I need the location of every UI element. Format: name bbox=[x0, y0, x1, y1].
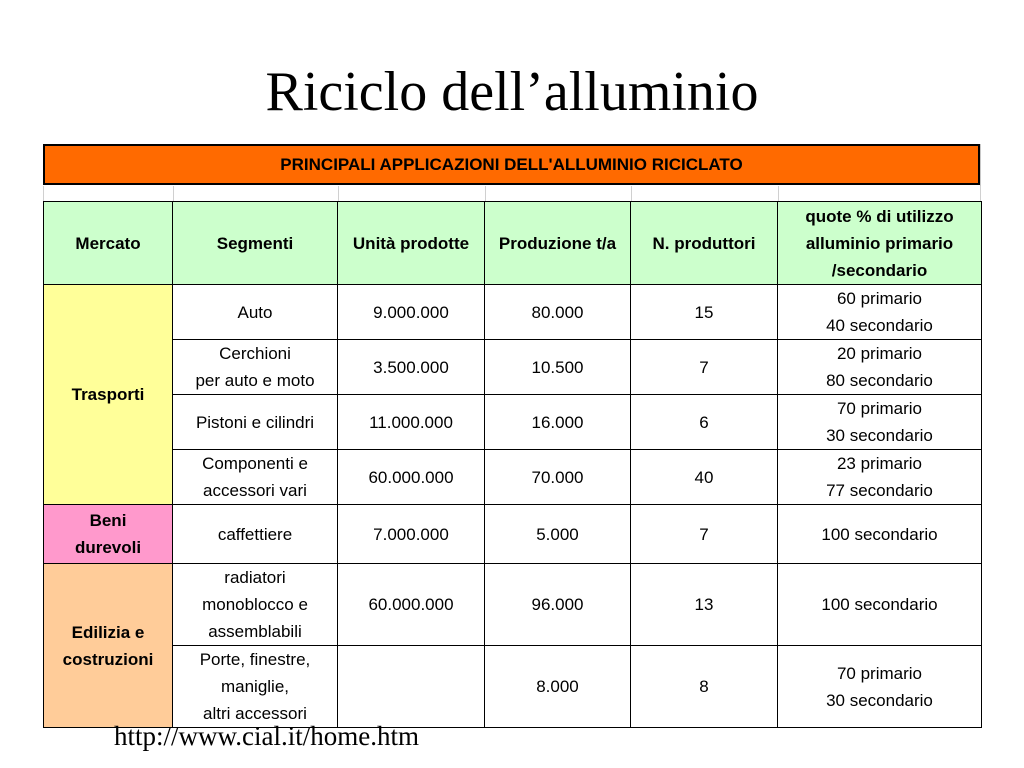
market-line: Beni bbox=[89, 511, 127, 530]
quota-line: 100 secondario bbox=[821, 595, 938, 614]
table-row bbox=[44, 285, 982, 340]
table-row bbox=[44, 564, 982, 646]
table-row bbox=[44, 340, 982, 395]
source-url: http://www.cial.it/home.htm bbox=[114, 721, 419, 751]
production-cell: 70.000 bbox=[485, 450, 631, 505]
table-row bbox=[44, 450, 982, 505]
banner-row bbox=[43, 144, 981, 189]
quota-line: 40 secondario bbox=[826, 316, 933, 335]
segment-cell bbox=[173, 340, 338, 395]
production-cell: 8.000 bbox=[485, 646, 631, 728]
segment-line: Pistoni e cilindri bbox=[195, 412, 315, 432]
slide-title: Riciclo dell’alluminio bbox=[265, 61, 759, 123]
units-cell: 9.000.000 bbox=[338, 285, 485, 340]
producers-cell: 7 bbox=[631, 505, 778, 564]
header-segmenti: Segmenti bbox=[173, 202, 338, 285]
header-produzione-line: t/a bbox=[596, 233, 617, 253]
table-row bbox=[44, 505, 982, 564]
producers-cell: 8 bbox=[631, 646, 778, 728]
segment-cell bbox=[173, 505, 338, 564]
market-line: durevoli bbox=[74, 538, 142, 557]
market-line: costruzioni bbox=[62, 649, 154, 669]
segment-line: altri accessori bbox=[203, 704, 307, 723]
producers-cell: 40 bbox=[631, 450, 778, 505]
header-unita-line: prodotte bbox=[400, 233, 470, 253]
segment-line: Cerchioni bbox=[219, 344, 291, 363]
quota-line: 60 primario bbox=[836, 289, 923, 308]
quota-line: 20 primario bbox=[836, 344, 923, 363]
quota-line: 80 secondario bbox=[826, 371, 933, 390]
quota-line: 70 primario bbox=[836, 663, 923, 683]
quota-cell bbox=[778, 285, 982, 340]
header-quote-line: /secondario bbox=[831, 260, 928, 280]
segment-line: Componenti e bbox=[202, 454, 308, 473]
quota-cell bbox=[778, 340, 982, 395]
header-produzione-line: Produzione bbox=[498, 233, 592, 253]
production-cell: 80.000 bbox=[485, 285, 631, 340]
units-cell: 60.000.000 bbox=[338, 564, 485, 646]
production-cell: 16.000 bbox=[485, 395, 631, 450]
quota-cell bbox=[778, 395, 982, 450]
production-cell: 96.000 bbox=[485, 564, 631, 646]
segment-cell bbox=[173, 564, 338, 646]
market-line: Edilizia e bbox=[71, 622, 145, 642]
quota-line: 30 secondario bbox=[826, 426, 933, 445]
header-quote-line: quote % di utilizzo bbox=[805, 206, 954, 226]
segment-line: accessori vari bbox=[203, 481, 307, 500]
producers-cell: 6 bbox=[631, 395, 778, 450]
units-cell: 3.500.000 bbox=[338, 340, 485, 395]
units-cell: 7.000.000 bbox=[338, 505, 485, 564]
quota-line: 100 secondario bbox=[821, 524, 938, 544]
producers-cell: 13 bbox=[631, 564, 778, 646]
segment-line: Porte, finestre, bbox=[199, 650, 311, 669]
table-banner: PRINCIPALI APPLICAZIONI DELL'ALLUMINIO RICICLATO bbox=[43, 144, 980, 185]
segment-line: radiatori bbox=[224, 568, 286, 587]
segment-cell bbox=[173, 450, 338, 505]
quota-cell bbox=[778, 450, 982, 505]
segment-cell bbox=[173, 395, 338, 450]
units-cell: 60.000.000 bbox=[338, 450, 485, 505]
producers-cell: 15 bbox=[631, 285, 778, 340]
quota-cell bbox=[778, 646, 982, 728]
production-cell: 5.000 bbox=[485, 505, 631, 564]
header-quote-line: alluminio primario bbox=[805, 233, 954, 253]
segment-line: monoblocco e bbox=[202, 595, 308, 614]
quota-cell bbox=[778, 564, 982, 646]
units-cell: 11.000.000 bbox=[338, 395, 485, 450]
segment-line: per auto e moto bbox=[195, 371, 315, 390]
quota-line: 30 secondario bbox=[826, 690, 933, 710]
table-row bbox=[44, 395, 982, 450]
header-quote bbox=[778, 202, 982, 285]
segment-line: caffettiere bbox=[217, 524, 293, 544]
quota-line: 77 secondario bbox=[826, 481, 933, 500]
aluminium-applications-table bbox=[43, 201, 982, 728]
quota-cell bbox=[778, 505, 982, 564]
market-beni-durevoli bbox=[44, 505, 173, 564]
table-header-row bbox=[44, 202, 982, 285]
header-produzione bbox=[485, 202, 631, 285]
quota-line: 70 primario bbox=[836, 399, 923, 418]
market-edilizia bbox=[44, 564, 173, 728]
spreadsheet-grid-strip bbox=[43, 186, 981, 201]
producers-cell: 7 bbox=[631, 340, 778, 395]
segment-cell bbox=[173, 285, 338, 340]
segment-line: maniglie, bbox=[220, 677, 290, 696]
header-unita-prodotte bbox=[338, 202, 485, 285]
quota-line: 23 primario bbox=[836, 454, 923, 473]
header-mercato: Mercato bbox=[44, 202, 173, 285]
header-n-produttori: N. produttori bbox=[631, 202, 778, 285]
production-cell: 10.500 bbox=[485, 340, 631, 395]
header-unita-line: Unità bbox=[352, 233, 396, 253]
market-trasporti: Trasporti bbox=[44, 285, 173, 505]
segment-line: assemblabili bbox=[208, 622, 302, 641]
segment-line: Auto bbox=[237, 302, 273, 322]
